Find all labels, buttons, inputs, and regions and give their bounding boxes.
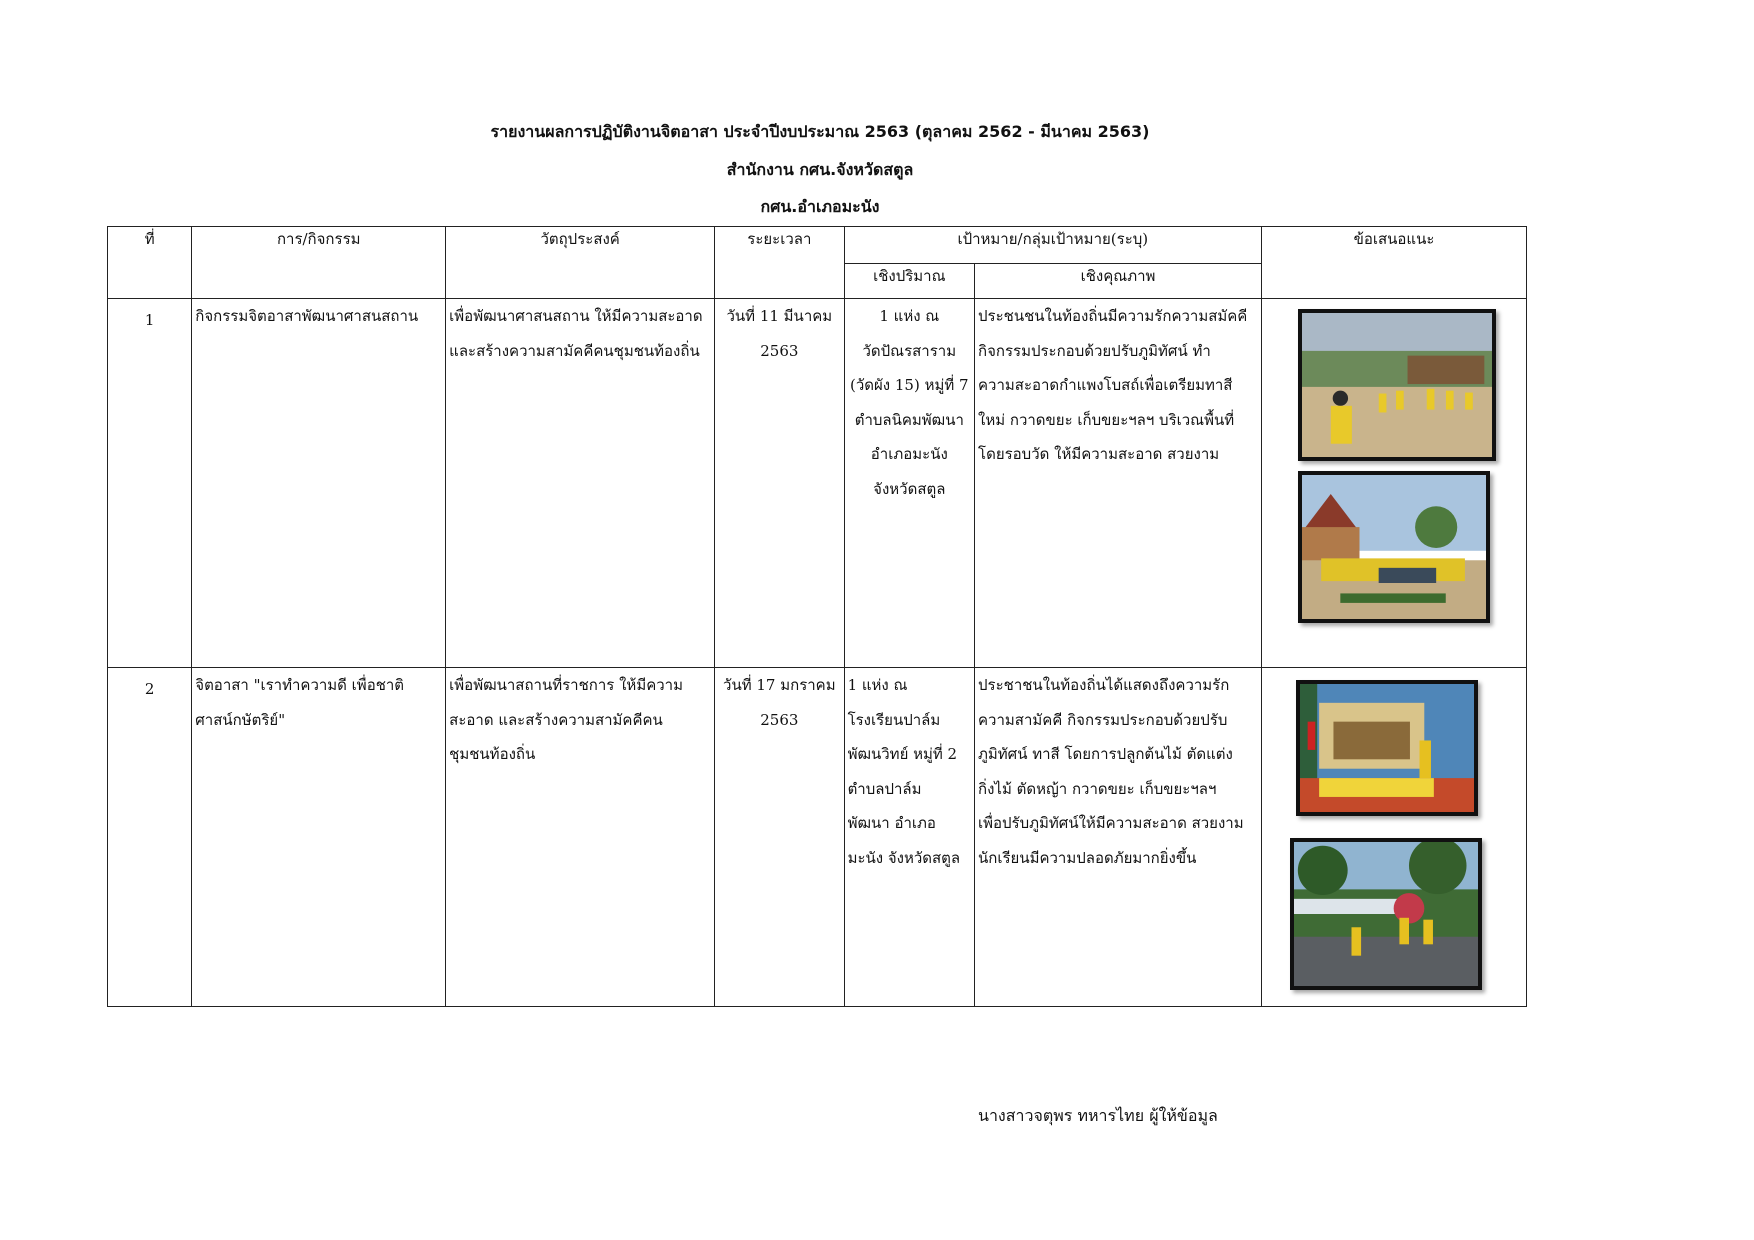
period-cell xyxy=(715,668,844,1007)
activity-text: กิจกรรมจิตอาสาพัฒนาศาสนสถาน xyxy=(195,307,419,325)
table-row xyxy=(108,668,1527,1007)
quality-text: ประชาชนในท้องถิ่นได้แสดงถึงความรัก ความสามัคคี กิจกรรมประกอบด้วยปรับ ภูมิทัศน์ ทาสี โดยการปลูกต้นไม้ ตัดแต่ง กิ่งไม้ ตัดหญ้า กวาดขยะ เก็บขยะฯลฯ เพื่อปรับภูมิทัศน์ให้มีความสะอาด สวยงาม นักเรียนมีความปลอดภัยมากยิ่งขึ้น xyxy=(978,676,1244,867)
header-quality: เชิงคุณภาพ xyxy=(975,264,1262,299)
quantity-cell xyxy=(844,299,974,668)
volunteer-group-photo xyxy=(1298,471,1490,623)
objective-text: เพื่อพัฒนาสถานที่ราชการ ให้มีความ สะอาด และสร้างความสามัคคีคน ชุมชนท้องถิ่น xyxy=(449,676,683,763)
activity-cell xyxy=(192,299,446,668)
suggestion-photo-cell xyxy=(1262,299,1527,668)
header-no: ที่ xyxy=(108,227,192,299)
quantity-text: 1 แห่ง ณ โรงเรียนปาล์ม พัฒนวิทย์ หมู่ที่ 2 ตำบลปาล์ม พัฒนา อำเภอ มะนัง จังหวัดสตูล xyxy=(847,676,961,867)
row-number-cell xyxy=(108,299,192,668)
ceremony-photo xyxy=(1296,680,1478,816)
header-target: เป้าหมาย/กลุ่มเป้าหมาย(ระบุ) xyxy=(844,227,1261,264)
period-text: วันที่ 17 มกราคม 2563 xyxy=(723,676,836,729)
report-table xyxy=(107,226,1527,1007)
table-header-row xyxy=(108,227,1527,264)
header-activity: การ/กิจกรรม xyxy=(192,227,446,299)
report-office: สำนักงาน กศน.จังหวัดสตูล xyxy=(726,160,914,179)
quality-cell xyxy=(975,299,1262,668)
row-number: 1 xyxy=(144,311,155,329)
volunteer-sweeping-photo xyxy=(1298,309,1496,461)
header-quantity: เชิงปริมาณ xyxy=(844,264,974,299)
header-period: ระยะเวลา xyxy=(715,227,844,299)
quality-cell xyxy=(975,668,1262,1007)
row-number: 2 xyxy=(144,680,155,698)
activity-text: จิตอาสา "เราทำความดี เพื่อชาติ ศาสน์กษัตริย์" xyxy=(195,676,405,729)
header-suggestion: ข้อเสนอแนะ xyxy=(1262,227,1527,299)
objective-cell xyxy=(446,299,715,668)
suggestion-photo-cell xyxy=(1262,668,1527,1007)
objective-cell xyxy=(446,668,715,1007)
period-cell xyxy=(715,299,844,668)
quantity-text: 1 แห่ง ณ วัดปัณรสาราม (วัดผัง 15) หมู่ที่ 7 ตำบลนิคมพัฒนา อำเภอมะนัง จังหวัดสตูล xyxy=(849,307,969,498)
planting-trees-photo xyxy=(1290,838,1482,990)
period-text: วันที่ 11 มีนาคม 2563 xyxy=(726,307,833,360)
report-district: กศน.อำเภอมะนัง xyxy=(760,197,880,216)
quantity-cell xyxy=(844,668,974,1007)
signature-line: นางสาวจตุพร ทหารไทย ผู้ให้ข้อมูล xyxy=(978,1106,1218,1125)
table-row xyxy=(108,299,1527,668)
row-number-cell xyxy=(108,668,192,1007)
report-title: รายงานผลการปฏิบัติงานจิตอาสา ประจำปีงบประมาณ 2563 (ตุลาคม 2562 - มีนาคม 2563) xyxy=(490,122,1150,141)
activity-cell xyxy=(192,668,446,1007)
quality-text: ประชนชนในท้องถิ่นมีความรักความสมัคคี กิจกรรมประกอบด้วยปรับภูมิทัศน์ ทำ ความสะอาดกำแพงโบสถ์เพื่อเตรียมทาสี ใหม่ กวาดขยะ เก็บขยะฯลฯ บริเวณพื้นที่ โดยรอบวัด ให้มีความสะอาด สวยงาม xyxy=(978,307,1248,463)
header-objective: วัตถุประสงค์ xyxy=(446,227,715,299)
objective-text: เพื่อพัฒนาศาสนสถาน ให้มีความสะอาด และสร้างความสามัคคีคนชุมชนท้องถิ่น xyxy=(449,307,703,360)
